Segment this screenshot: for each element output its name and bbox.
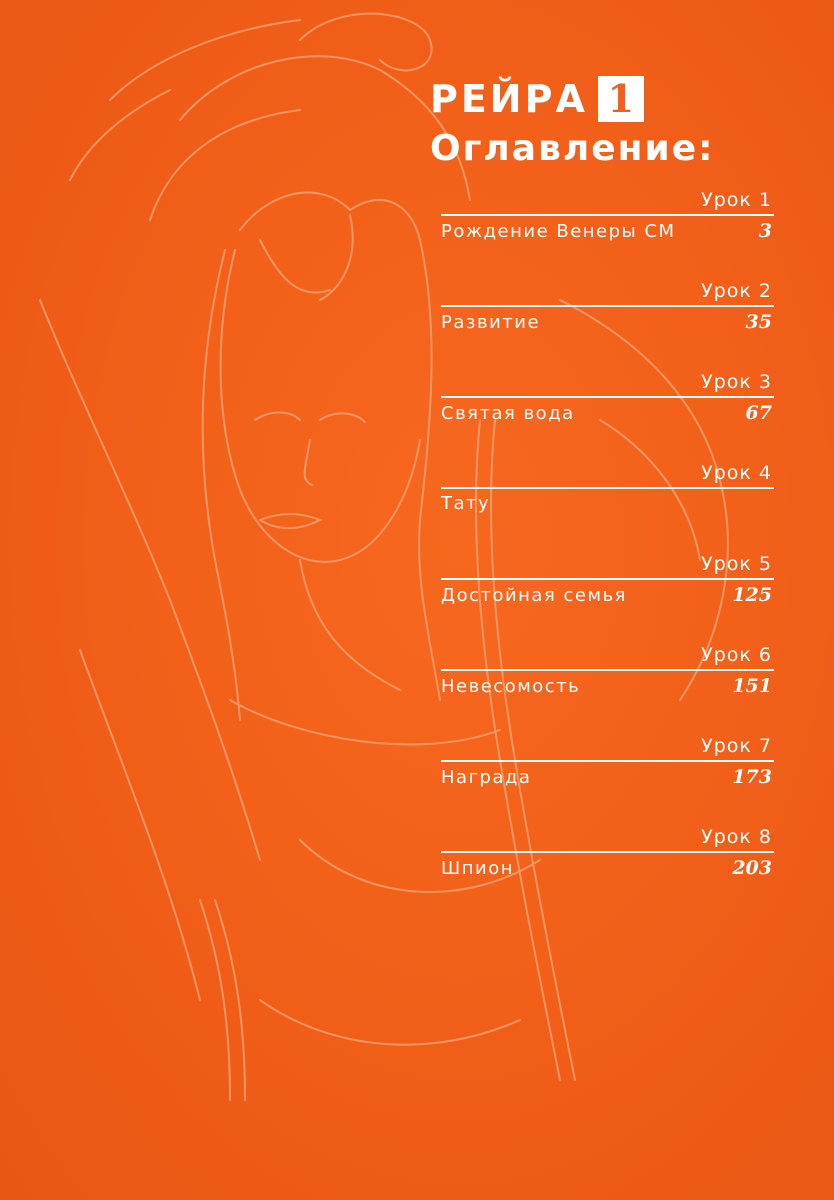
toc-entry-4[interactable] [441,461,774,552]
lesson-label: Урок 6 [701,644,772,666]
toc-entry-8[interactable] [441,825,774,916]
divider [441,487,774,489]
series-title: РЕЙРА [430,77,588,121]
toc-entry-2[interactable] [441,279,774,370]
divider [441,305,774,307]
volume-number: 1 [598,76,644,122]
chapter-title: Тату [441,493,491,514]
chapter-title: Развитие [441,312,541,333]
lesson-label: Урок 8 [701,826,772,848]
divider [441,760,774,762]
divider [441,851,774,853]
chapter-title: Шпион [441,858,514,879]
divider [441,669,774,671]
chapter-title: Святая вода [441,403,575,424]
toc-entry-6[interactable] [441,643,774,734]
table-of-contents [441,188,774,916]
toc-entry-7[interactable] [441,734,774,825]
series-title-row [430,76,644,122]
lesson-label: Урок 5 [701,553,772,575]
chapter-title: Достойная семья [441,585,628,606]
page-number: 67 [745,402,772,424]
page-number: 35 [745,311,772,333]
lesson-label: Урок 2 [701,280,772,302]
page-number: 173 [732,766,772,788]
page-number: 151 [732,675,772,697]
toc-entry-5[interactable] [441,552,774,643]
chapter-title: Награда [441,767,532,788]
divider [441,214,774,216]
page-number: 203 [732,857,772,879]
lesson-label: Урок 7 [701,735,772,757]
divider [441,396,774,398]
toc-entry-3[interactable] [441,370,774,461]
divider [441,578,774,580]
page-number: 125 [732,584,772,606]
page-number: 3 [758,220,772,242]
toc-entry-1[interactable] [441,188,774,279]
lesson-label: Урок 4 [701,462,772,484]
toc-heading: Оглавление: [430,128,715,169]
lesson-label: Урок 3 [701,371,772,393]
lesson-label: Урок 1 [701,189,772,211]
chapter-title: Невесомость [441,676,581,697]
chapter-title: Рождение Венеры СМ [441,221,676,242]
